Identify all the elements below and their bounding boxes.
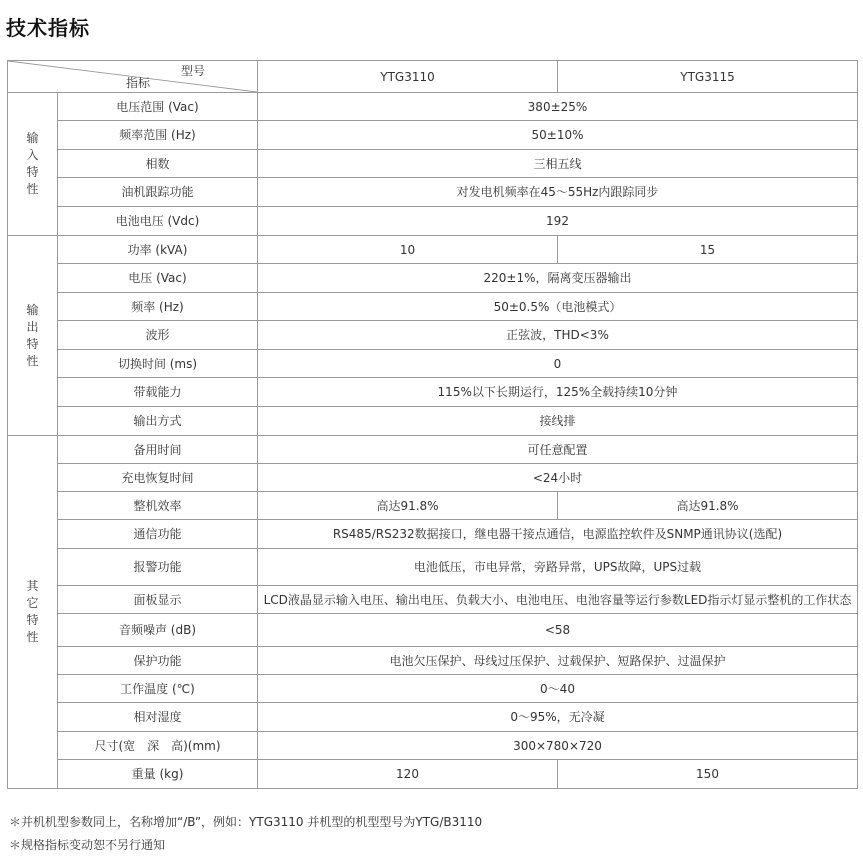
spec-label: 带载能力 [58, 378, 258, 407]
spec-row [8, 264, 858, 293]
spec-row [8, 614, 858, 647]
spec-label: 电压 (Vac) [58, 264, 258, 293]
spec-row [8, 378, 858, 407]
spec-row [8, 549, 858, 586]
spec-row [8, 464, 858, 492]
page-title: 技术指标 [6, 16, 90, 40]
spec-value: 三相五线 [258, 150, 858, 178]
spec-value-ytg3110: 高达91.8% [258, 492, 558, 520]
spec-label: 整机效率 [58, 492, 258, 520]
spec-value: 正弦波，THD<3% [258, 321, 858, 350]
group-label-input [8, 93, 58, 236]
footnote-spec-change: ＊规格指标变动恕不另行通知 [9, 838, 166, 852]
spec-value: 380±25% [258, 93, 858, 121]
spec-label: 输出方式 [58, 407, 258, 436]
spec-row [8, 647, 858, 675]
spec-table [7, 60, 858, 789]
spec-value: 可任意配置 [258, 436, 858, 464]
group-label-text: 输入特性 [26, 131, 39, 196]
spec-row [8, 760, 858, 789]
spec-value-ytg3110: 10 [258, 236, 558, 264]
spec-row [8, 321, 858, 350]
spec-label: 音频噪声 (dB) [58, 614, 258, 647]
spec-value: 220±1%，隔离变压器输出 [258, 264, 858, 293]
spec-row [8, 293, 858, 321]
spec-value-ytg3110: 120 [258, 760, 558, 789]
spec-value: 0 [258, 350, 858, 378]
spec-label: 功率 (kVA) [58, 236, 258, 264]
spec-value: <58 [258, 614, 858, 647]
spec-label: 频率范围 (Hz) [58, 121, 258, 150]
spec-row [8, 520, 858, 549]
model-header-ytg3115: YTG3115 [558, 61, 858, 93]
spec-row [8, 492, 858, 520]
spec-row [8, 93, 858, 121]
table-header-row [8, 61, 858, 93]
spec-label: 尺寸(宽 深 高)(mm) [58, 732, 258, 760]
spec-value: 115%以下长期运行，125%全载持续10分钟 [258, 378, 858, 407]
spec-label: 波形 [58, 321, 258, 350]
spec-label: 保护功能 [58, 647, 258, 675]
spec-label: 切换时间 (ms) [58, 350, 258, 378]
spec-value: <24小时 [258, 464, 858, 492]
group-label-text: 其它特性 [26, 579, 39, 644]
spec-label: 充电恢复时间 [58, 464, 258, 492]
spec-label: 面板显示 [58, 586, 258, 614]
model-header-ytg3110: YTG3110 [258, 61, 558, 93]
spec-row [8, 586, 858, 614]
spec-row [8, 407, 858, 436]
spec-value: LCD液晶显示输入电压、输出电压、负载大小、电池电压、电池容量等运行参数LED指示灯显示整机的工作状态 [258, 586, 858, 614]
footnote-parallel-model: ＊并机机型参数同上，名称增加“/B”，例如：YTG3110 并机型的机型型号为YTG/B3110 [9, 815, 483, 829]
spec-row [8, 236, 858, 264]
spec-row [8, 150, 858, 178]
spec-value: 接线排 [258, 407, 858, 436]
group-label-other [8, 436, 58, 789]
spec-header-label: 指标 [126, 76, 151, 90]
spec-value: 0～40 [258, 675, 858, 703]
spec-row [8, 436, 858, 464]
diagonal-header-cell [8, 61, 258, 93]
spec-row [8, 121, 858, 150]
spec-value-ytg3115: 高达91.8% [558, 492, 858, 520]
group-label-output [8, 236, 58, 436]
spec-label: 重量 (kg) [58, 760, 258, 789]
spec-row [8, 178, 858, 207]
spec-value: 192 [258, 207, 858, 236]
spec-value: 对发电机频率在45～55Hz内跟踪同步 [258, 178, 858, 207]
spec-label: 频率 (Hz) [58, 293, 258, 321]
spec-value: 0～95%，无冷凝 [258, 703, 858, 732]
spec-value: 50±0.5%（电池模式） [258, 293, 858, 321]
spec-label: 电压范围 (Vac) [58, 93, 258, 121]
spec-label: 相对湿度 [58, 703, 258, 732]
spec-label: 油机跟踪功能 [58, 178, 258, 207]
model-header-label: 型号 [180, 64, 205, 78]
spec-label: 备用时间 [58, 436, 258, 464]
spec-row [8, 350, 858, 378]
spec-value: 300×780×720 [258, 732, 858, 760]
spec-label: 电池电压 (Vdc) [58, 207, 258, 236]
spec-value: 50±10% [258, 121, 858, 150]
spec-value-ytg3115: 150 [558, 760, 858, 789]
spec-value: RS485/RS232数据接口，继电器干接点通信，电源监控软件及SNMP通讯协议(选配) [258, 520, 858, 549]
spec-value: 电池低压，市电异常，旁路异常，UPS故障，UPS过载 [258, 549, 858, 586]
spec-row [8, 732, 858, 760]
spec-row [8, 703, 858, 732]
spec-value-ytg3115: 15 [558, 236, 858, 264]
spec-value: 电池欠压保护、母线过压保护、过载保护、短路保护、过温保护 [258, 647, 858, 675]
spec-row [8, 675, 858, 703]
spec-label: 通信功能 [58, 520, 258, 549]
spec-label: 工作温度 (℃) [58, 675, 258, 703]
spec-label: 相数 [58, 150, 258, 178]
group-label-text: 输出特性 [26, 302, 39, 368]
spec-label: 报警功能 [58, 549, 258, 586]
spec-table-body [8, 61, 858, 789]
spec-row [8, 207, 858, 236]
